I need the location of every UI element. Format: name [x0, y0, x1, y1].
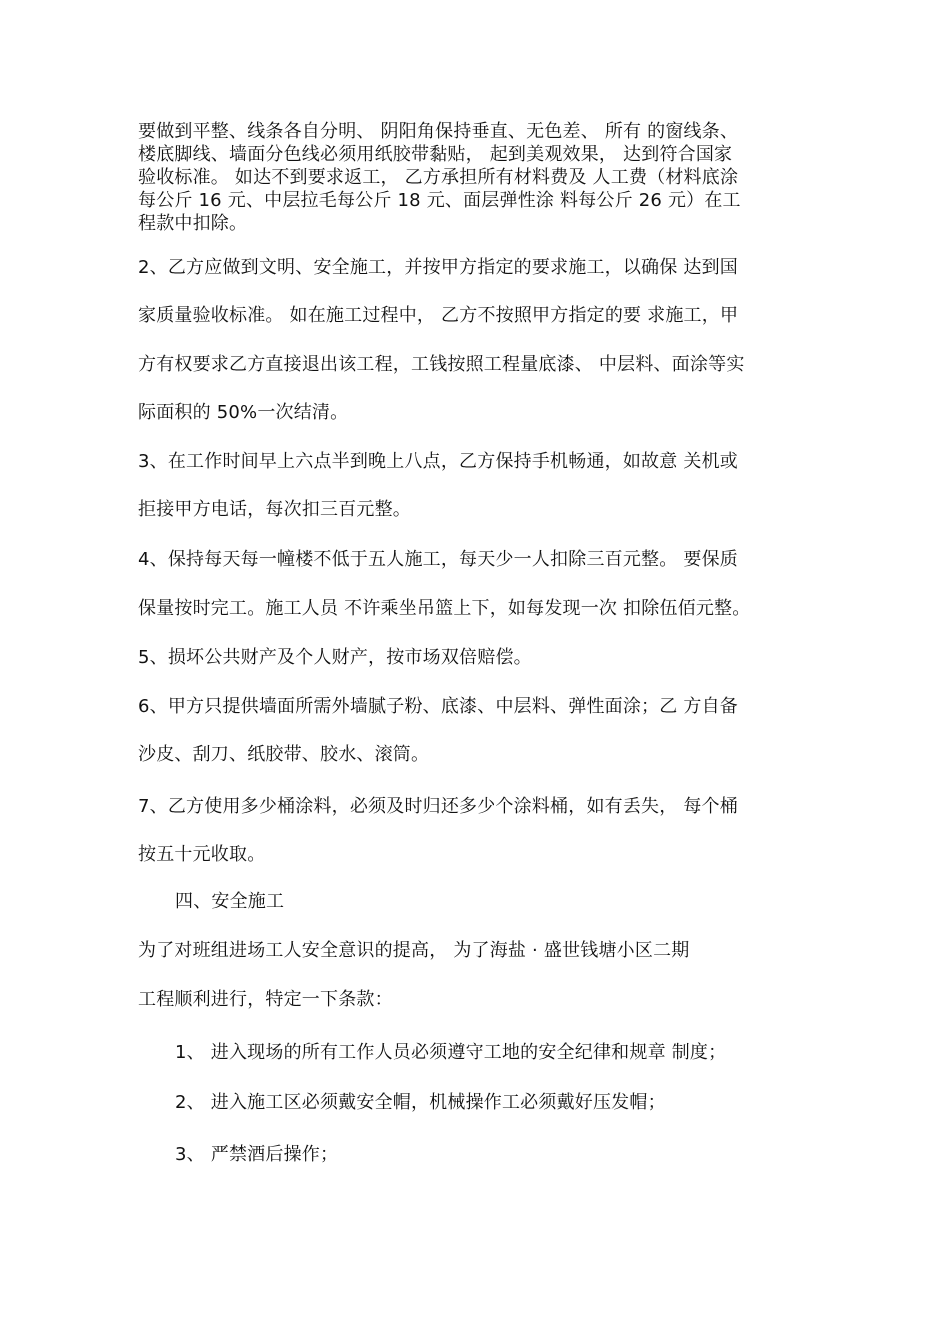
paragraph-1-line-1: 要做到平整、线条各自分明、 阴阳角保持垂直、无色差、 所有 的窗线条、: [138, 121, 739, 142]
clause-5-line-1: 5、损坏公共财产及个人财产，按市场双倍赔偿。: [138, 647, 532, 668]
clause-6-line-1: 6、甲方只提供墙面所需外墙腻子粉、底漆、中层料、弹性面涂；乙 方自备: [138, 696, 738, 717]
clause-3-line-2: 拒接甲方电话，每次扣三百元整。: [138, 499, 411, 520]
clause-2-line-3: 方有权要求乙方直接退出该工程，工钱按照工程量底漆、 中层料、面涂等实: [138, 354, 745, 375]
safety-intro-line-2: 工程顺利进行，特定一下条款：: [138, 989, 393, 1010]
paragraph-1-line-3: 验收标准。 如达不到要求返工， 乙方承担所有材料费及 人工费（材料底涂: [138, 167, 739, 188]
section-heading: 四、安全施工: [175, 891, 285, 912]
clause-4-line-1: 4、保持每天每一幢楼不低于五人施工，每天少一人扣除三百元整。 要保质: [138, 549, 738, 570]
clause-2-line-1: 2、乙方应做到文明、安全施工，并按甲方指定的要求施工，以确保 达到国: [138, 257, 738, 278]
clause-7-line-2: 按五十元收取。: [138, 844, 266, 865]
clause-2-line-4: 际面积的 50%一次结清。: [138, 402, 349, 423]
safety-item-1: 1、 进入现场的所有工作人员必须遵守工地的安全纪律和规章 制度；: [175, 1042, 727, 1063]
clause-6-line-2: 沙皮、刮刀、纸胶带、胶水、滚筒。: [138, 744, 430, 765]
safety-item-3: 3、 严禁酒后操作；: [175, 1144, 339, 1165]
safety-intro-line-1: 为了对班组进场工人安全意识的提高， 为了海盐 · 盛世钱塘小区二期: [138, 940, 690, 961]
clause-2-line-2: 家质量验收标准。 如在施工过程中， 乙方不按照甲方指定的要 求施工，甲: [138, 305, 739, 326]
clause-3-line-1: 3、在工作时间早上六点半到晚上八点，乙方保持手机畅通，如故意 关机或: [138, 451, 738, 472]
safety-item-2: 2、 进入施工区必须戴安全帽，机械操作工必须戴好压发帽；: [175, 1092, 666, 1113]
paragraph-1-line-2: 楼底脚线、墙面分色线必须用纸胶带黏贴， 起到美观效果， 达到符合国家: [138, 144, 733, 165]
clause-4-line-2: 保量按时完工。施工人员 不许乘坐吊篮上下，如每发现一次 扣除伍佰元整。: [138, 598, 751, 619]
clause-7-line-1: 7、乙方使用多少桶涂料，必须及时归还多少个涂料桶，如有丢失， 每个桶: [138, 796, 738, 817]
paragraph-1-line-4: 每公斤 16 元、中层拉毛每公斤 18 元、面层弹性涂 料每公斤 26 元）在工: [138, 190, 741, 211]
paragraph-1-line-5: 程款中扣除。: [138, 213, 248, 234]
